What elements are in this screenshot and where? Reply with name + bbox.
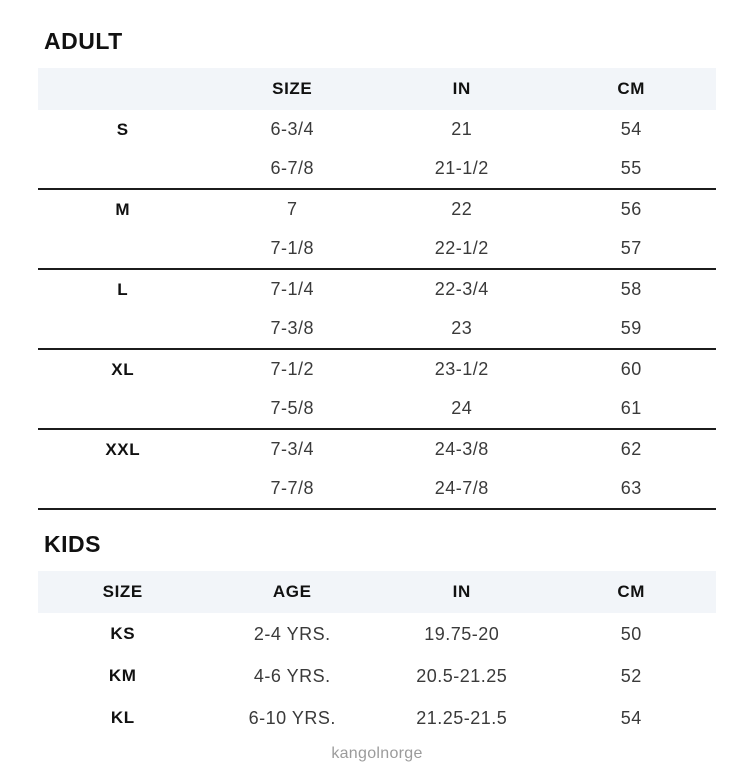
- cm-cell: 56: [620, 199, 642, 219]
- table-row: [38, 613, 716, 655]
- cm-cell: 59: [620, 318, 642, 338]
- size-cell: 7-1/4: [270, 279, 315, 299]
- inches-cell: 21: [451, 119, 473, 139]
- kids-column-header-cm: CM: [617, 582, 646, 601]
- inches-cell: 21.25-21.5: [416, 707, 508, 728]
- size-cell: 7: [286, 199, 298, 219]
- size-cell: 7-3/8: [270, 318, 315, 338]
- kids-table-header: [38, 571, 716, 613]
- table-row: [38, 350, 716, 389]
- age-cell: 2-4 YRS.: [253, 623, 331, 644]
- inches-cell: 23-1/2: [434, 359, 489, 379]
- size-cell: 6-7/8: [270, 158, 315, 178]
- adult-table: [38, 110, 716, 510]
- cm-cell: 50: [620, 623, 642, 644]
- table-row: [38, 110, 716, 149]
- cm-cell: 54: [620, 707, 642, 728]
- kids-column-header-size: SIZE: [102, 582, 143, 601]
- kids-section: [38, 531, 716, 739]
- table-row: [38, 149, 716, 190]
- inches-cell: 23: [451, 318, 473, 338]
- adult-table-header: [38, 68, 716, 110]
- adult-column-header-in: IN: [452, 79, 471, 98]
- kids-heading: KIDS: [44, 531, 101, 557]
- inches-cell: 22-3/4: [434, 279, 489, 299]
- cm-cell: 61: [620, 398, 642, 418]
- size-label-cell: KL: [110, 708, 135, 727]
- table-row: [38, 697, 716, 739]
- cm-cell: 60: [620, 359, 642, 379]
- cm-cell: 63: [620, 478, 642, 498]
- size-cell: 7-3/4: [270, 439, 315, 459]
- cm-cell: 55: [620, 158, 642, 178]
- size-label-cell: KM: [108, 666, 137, 685]
- size-cell: 7-1/8: [270, 238, 315, 258]
- inches-cell: 24: [451, 398, 473, 418]
- table-row: [38, 309, 716, 350]
- cm-cell: 52: [620, 665, 642, 686]
- size-label-cell: KS: [110, 624, 136, 643]
- kids-table: [38, 613, 716, 739]
- kids-column-header-age: AGE: [272, 582, 312, 601]
- cm-cell: 54: [620, 119, 642, 139]
- table-row: [38, 469, 716, 510]
- table-row: [38, 389, 716, 430]
- adult-heading: ADULT: [44, 28, 123, 54]
- cm-cell: 57: [620, 238, 642, 258]
- age-cell: 4-6 YRS.: [253, 665, 331, 686]
- size-cell: 7-1/2: [270, 359, 315, 379]
- inches-cell: 19.75-20: [424, 623, 500, 644]
- size-cell: 7-7/8: [270, 478, 315, 498]
- table-row: [38, 430, 716, 469]
- table-row: [38, 190, 716, 229]
- table-row: [38, 655, 716, 697]
- adult-column-header-cm: CM: [617, 79, 646, 98]
- age-cell: 6-10 YRS.: [248, 707, 336, 728]
- inches-cell: 22: [451, 199, 473, 219]
- inches-cell: 20.5-21.25: [416, 665, 508, 686]
- inches-cell: 22-1/2: [434, 238, 489, 258]
- cm-cell: 62: [620, 439, 642, 459]
- size-label-cell: XXL: [105, 439, 141, 459]
- watermark-text: kangolnorge: [331, 745, 423, 762]
- size-label-cell: S: [116, 119, 129, 139]
- adult-column-header-size: SIZE: [272, 79, 313, 98]
- inches-cell: 21-1/2: [434, 158, 489, 178]
- size-label-cell: XL: [111, 359, 135, 379]
- size-cell: 6-3/4: [270, 119, 315, 139]
- table-row: [38, 270, 716, 309]
- size-cell: 7-5/8: [270, 398, 315, 418]
- size-label-cell: L: [117, 279, 129, 299]
- adult-section: [38, 28, 716, 510]
- inches-cell: 24-7/8: [434, 478, 489, 498]
- size-label-cell: M: [115, 199, 131, 219]
- kids-column-header-in: IN: [452, 582, 471, 601]
- table-row: [38, 229, 716, 270]
- inches-cell: 24-3/8: [434, 439, 489, 459]
- cm-cell: 58: [620, 279, 642, 299]
